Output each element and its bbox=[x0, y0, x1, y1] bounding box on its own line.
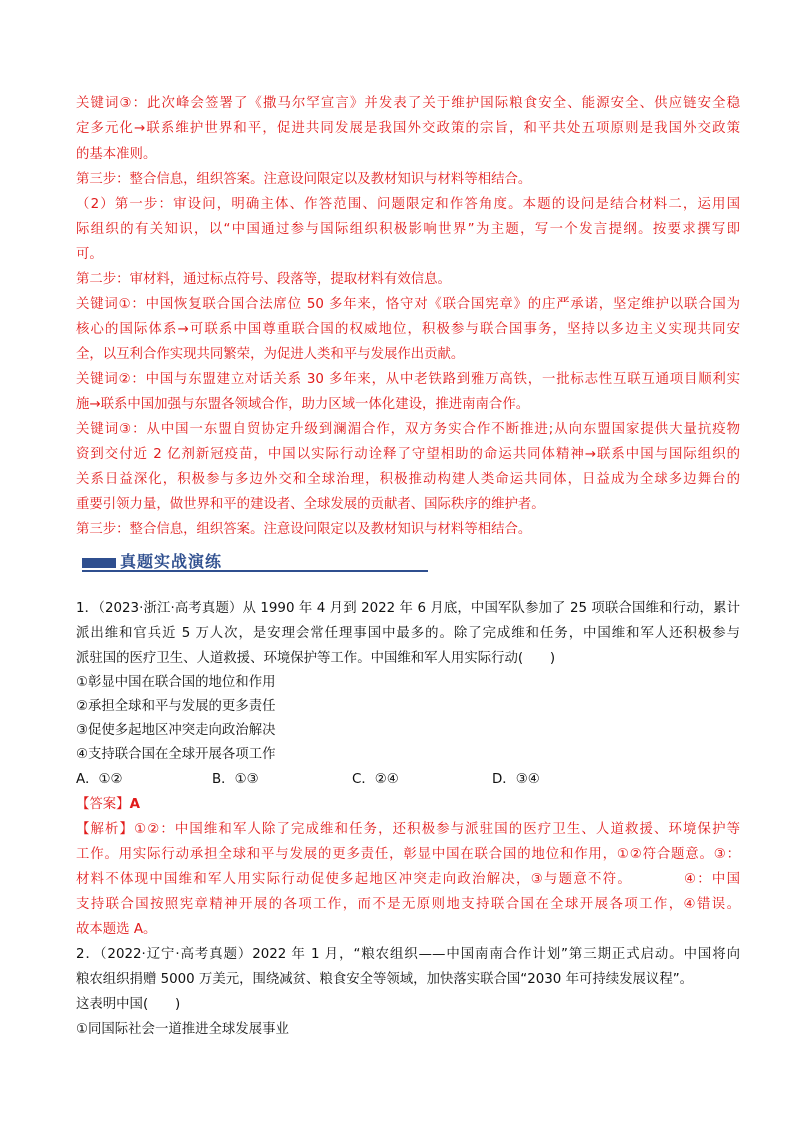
section-heading-title: 真题实战演练 bbox=[120, 552, 223, 571]
q2-stem-line-3: 这表明中国( ) bbox=[76, 997, 181, 1012]
keyword3-line-2: 定多元化→联系维护世界和平，促进共同发展是我国外交政策的宗旨，和平共处五项原则是我国外交政策 bbox=[76, 121, 740, 136]
q1-analysis-line-5: 故本题选 A。 bbox=[76, 922, 157, 937]
q2-step1-line-3: 可。 bbox=[76, 247, 103, 262]
q2-stem-line-1: 2．（2022·辽宁·高考真题）2022 年 1 月，“粮农组织——中国南南合作计划”第三期正式启动。中国将向 bbox=[76, 947, 740, 962]
keyword3b-line-1: 关键词③：从中国一东盟自贸协定升级到澜湄合作，双方务实合作不断推进;从向东盟国家提供大量抗疫物 bbox=[76, 422, 740, 437]
q1-item-1: ①彰显中国在联合国的地位和作用 bbox=[76, 675, 276, 690]
q1-option-c[interactable]: C．②④ bbox=[352, 772, 399, 787]
q1-analysis-line-3: 材料不体现中国维和军人用实际行动促使多起地区冲突走向政治解决，③与题意不符。 ④：中国 bbox=[76, 872, 740, 887]
q1-analysis-line-4: 支持联合国按照宪章精神开展的各项工作，而不是无原则地支持联合国在全球开展各项工作，④错误。 bbox=[76, 897, 740, 912]
q2-item-1: ①同国际社会一道推进全球发展事业 bbox=[76, 1022, 289, 1037]
q1-item-3: ③促使多起地区冲突走向政治解决 bbox=[76, 723, 276, 738]
keyword3b-line-3: 关系日益深化，积极参与多边外交和全球治理，积极推动构建人类命运共同体，日益成为全球多边舞台的 bbox=[76, 472, 740, 487]
q1-item-4: ④支持联合国在全球开展各项工作 bbox=[76, 747, 276, 762]
q1-answer bbox=[76, 796, 740, 813]
step2-text: 第二步：审材料，通过标点符号、段落等，提取材料有效信息。 bbox=[76, 272, 451, 287]
keyword1-line-2: 核心的国际体系→可联系中国尊重联合国的权威地位，积极参与联合国事务，坚持以多边主义实现共同安 bbox=[76, 322, 740, 337]
q2-step1-line-1: （2）第一步：审设问，明确主体、作答范围、问题限定和作答角度。本题的设问是结合材料二，运用国 bbox=[76, 197, 740, 212]
q1-stem-line-2: 派出维和官兵近 5 万人次，是安理会常任理事国中最多的。除了完成维和任务，中国维和军人还积极参与 bbox=[76, 626, 740, 641]
keyword1-line-1: 关键词①：中国恢复联合国合法席位 50 多年来，恪守对《联合国宪章》的庄严承诺，坚定维护以联合国为 bbox=[76, 297, 740, 312]
keyword2-line-1: 关键词②：中国与东盟建立对话关系 30 多年来，从中老铁路到雅万高铁，一批标志性互联互通项目顺利实 bbox=[76, 372, 740, 387]
keyword3b-line-4: 重要引领力量，做世界和平的建设者、全球发展的贡献者、国际秩序的维护者。 bbox=[76, 497, 545, 512]
q1-analysis-line-1 bbox=[76, 821, 740, 838]
analysis-label: 【解析】 bbox=[76, 822, 135, 837]
analysis-text-1: ①②：中国维和军人除了完成维和任务，还积极参与派驻国的医疗卫生、人道救援、环境保护等 bbox=[134, 822, 740, 837]
step3-text-a: 第三步：整合信息，组织答案。注意设问限定以及教材知识与材料等相结合。 bbox=[76, 172, 532, 187]
heading-accent-bar bbox=[82, 558, 116, 568]
keyword3-line-3: 的基本准则。 bbox=[76, 147, 157, 162]
answer-value: A bbox=[129, 797, 140, 812]
section-heading bbox=[82, 551, 428, 575]
q2-stem-line-2: 粮农组织捐赠 5000 万美元，围绕减贫、粮食安全等领域，加快落实联合国“2030 年可持续发展议程”。 bbox=[76, 972, 694, 987]
step3-text-b: 第三步：整合信息，组织答案。注意设问限定以及教材知识与材料等相结合。 bbox=[76, 522, 532, 537]
keyword3-line-1: 关键词③：此次峰会签署了《撒马尔罕宣言》并发表了关于维护国际粮食安全、能源安全、供应链安全稳 bbox=[76, 96, 740, 111]
q1-item-2: ②承担全球和平与发展的更多责任 bbox=[76, 699, 276, 714]
q1-option-d[interactable]: D．③④ bbox=[492, 772, 540, 787]
answer-label: 【答案】 bbox=[76, 797, 130, 812]
keyword3b-line-2: 资到交付近 2 亿剂新冠疫苗，中国以实际行动诠释了守望相助的命运共同体精神→联系中国与国际组织的 bbox=[76, 447, 740, 462]
q2-step1-line-2: 际组织的有关知识，以“中国通过参与国际组织积极影响世界”为主题，写一个发言提纲。按要求撰写即 bbox=[76, 222, 740, 237]
keyword2-line-2: 施→联系中国加强与东盟各领域合作，助力区域一体化建设，推进南南合作。 bbox=[76, 397, 530, 412]
q1-option-b[interactable]: B．①③ bbox=[212, 772, 259, 787]
q1-stem-line-3: 派驻国的医疗卫生、人道救援、环境保护等工作。中国维和军人用实际行动( ) bbox=[76, 651, 556, 666]
q1-option-a[interactable]: A．①② bbox=[76, 772, 123, 787]
q1-analysis-line-2: 工作。用实际行动承担全球和平与发展的更多责任，彰显中国在联合国的地位和作用，①②符合题意。③： bbox=[76, 847, 740, 862]
q1-stem-line-1: 1．（2023·浙江·高考真题）从 1990 年 4 月到 2022 年 6 月底，中国军队参加了 25 项联合国维和行动，累计 bbox=[76, 601, 740, 616]
keyword1-line-3: 全，以互利合作实现共同繁荣，为促进人类和平与发展作出贡献。 bbox=[76, 347, 465, 362]
